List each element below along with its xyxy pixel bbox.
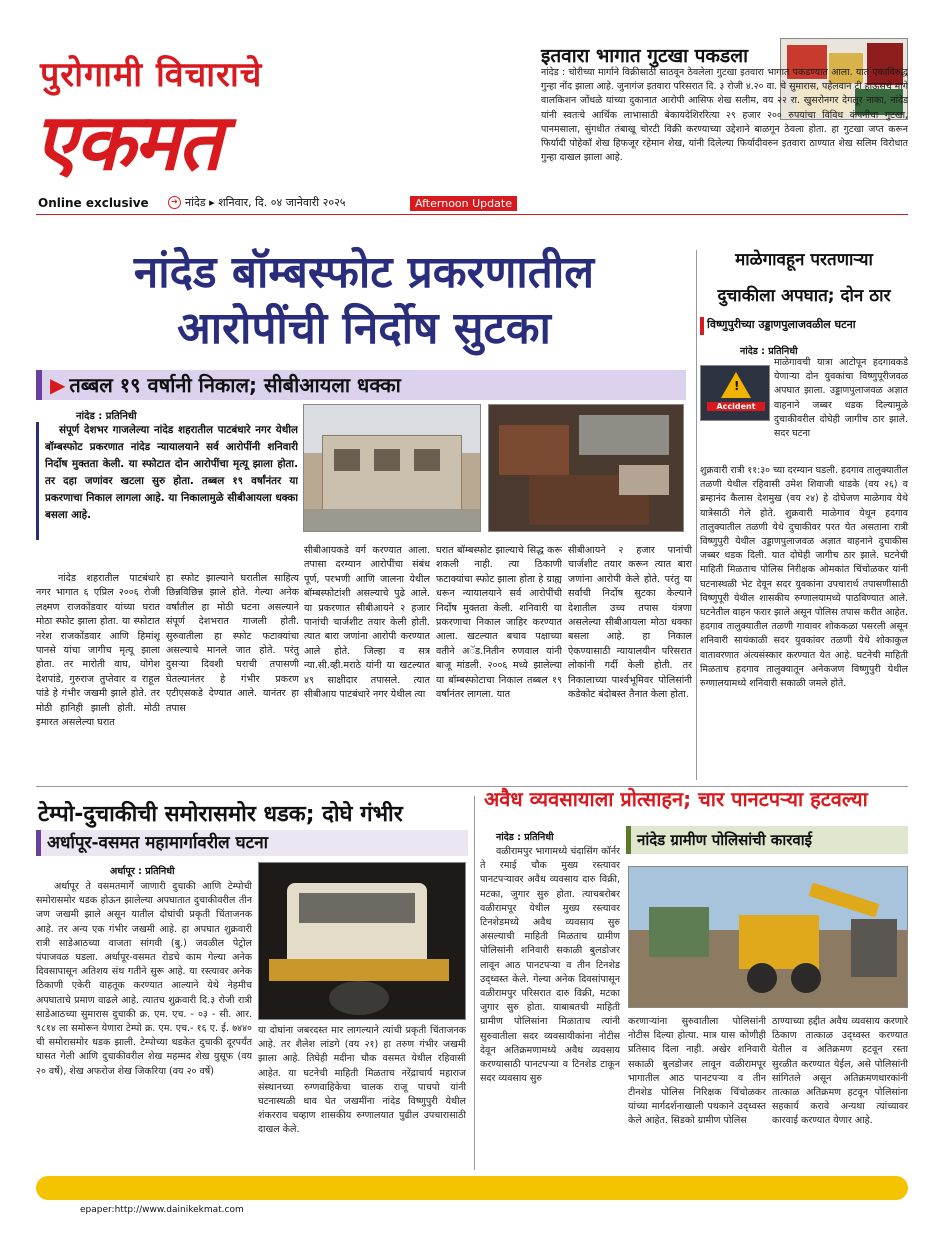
tempo-col-1: अर्धापूर ते वसमतमार्गे जाणारी दुचाकी आणि टेम्पोची समोरासमोर धडक होऊन झालेल्या अपघातात दुचाकीवरील तीन जण जखमी झाले असून यातील दोघांची प्रकृती चिंताजनक आहे. तर अन्य एक गंभीर जखमी आहे. हा अपघात शुक्रवारी रात्री साडेआठच्या वाजता सांगवी (बु.) जवळील पेट्रोल पंपाजवळ घडला. अर्धापूर-वसमत रोडचे काम गेल्या अनेक दिवसापासून अतिशय संथ गतीने सुरू आहे. या रस्त्यावर अनेक ठिकाणी एकेरी वाहतूक करण्यात आल्याने येथे नेहमीच अपघाताचे प्रमाण वाढले आहे. त्यातच शुक्रवारी दि.३ रोजी रात्री साडेआठच्या सुमारास दुचाकी क्र. एम. एच. - ०३ - सी. आर. ९८१४ ला समोरून येणारा टेम्पो क्र. एम. एच.- १६ ए. ई. ७४४० ची समोरासमोर धडक झाली. टेम्पोच्या धडकेत दुचाकी दूरपर्यंत घासत गेली आणि दुचाकीवरील शेख महम्मद शेख युसूफ (वय २० वर्षे), शेख अफरोज शेख जिकरिया (वय २० वर्षे)	[36, 881, 252, 1077]
malegaon-subheadline: विष्णुपुरीच्या उड्डाणपुलाजवळील घटना	[707, 318, 856, 331]
illegal-col-3: ठाण्याच्या हद्दीत अवैध व्यवसाय करणारे ठिकाण तात्काळ उद्ध्वस्त करण्यात येतील व अतिक्रमण हटवून रस्ता सुरळीत करण्यात येईल, असे पोलिसांनी सांगितले असून अतिक्रमणधारकांनी तात्काळ अतिक्रमण हटवून पोलिसांना सहकार्य करावे अन्यथा त्यांच्यावर कारवाई करण्यात येणार आहे.	[772, 1016, 908, 1127]
lead-col-2: हा स्फोट झाल्याने घरातील साहित्य छिन्नविछिन्न झाले होते. गेल्या अनेक वर्षांतील हा मोठी घटना असल्याने संपूर्ण देशभरात गाजली होती. सुरुवातीला हा स्फोट फटाक्यांचा असल्याचे मानले जात होते. परंतु दुसऱ्या दिवशी घराची तपासणी घेतल्यानंतर हे गंभीर प्रकरण एटीएसकडे देण्यात आले. यानंतर हा तपास	[166, 573, 299, 714]
illegal-byline: नांदेड : प्रतिनिधी	[496, 832, 554, 843]
arrow-right-icon: ▶	[50, 373, 66, 397]
footer-epaper: epaper:http://www.dainikekmat.com	[80, 1205, 244, 1215]
lead-byline: नांदेड : प्रतिनिधी	[76, 411, 137, 422]
accident-sign-label: Accident	[707, 402, 765, 411]
online-exclusive-label: Online exclusive	[38, 196, 149, 210]
accident-sign-photo: ! Accident	[700, 365, 770, 421]
lead-intro: संपूर्ण देशभर गाजलेल्या नांदेड शहरातील पाटबंधारे नगर येथील बॉम्बस्फोट प्रकरणात नांदेड न्यायालयाने सर्व आरोपींनी शनिवारी निर्दोष मुक्तता केली. या स्फोटात दोन आरोपींचा मृत्यू झाला होता. तर दहा जणांवर खटला सुरु होता. तब्बल १९ वर्षांनंतर या प्रकरणाचा निकाल लागला आहे. या निकालामुळे सीबीआयला धक्का बसला आहे.	[45, 424, 298, 521]
illegal-col-1: वळीरामपुर भागामध्ये चंदासिंग कॉर्नर ते रमाई चौक मुख्य रस्त्यावर पानटपऱ्यावर अवैध व्यवसाय दारु विक्री, मटका, जुगार सुरु होता. त्याचबरोबर वळीरामपूर येथील मुख्य रस्त्यावर टिनशेडमध्ये अवैध व्यवसाय सुरु असल्याची माहिती मिळताच ग्रामीण पोलिसांनी शनिवारी सकाळी बुलडोजर लावून आठ पानटपऱ्या व तीन टिनशेड उद्ध्वस्त केले. गेल्या अनेक दिवसांपासून वळीरामपुर परिसरात दारु विक्री, मटका जुगार सुरु होता. याबाबतची माहिती ग्रामीण पोलिसांना मिळाताच त्यांनी सुरुवातीला सदर व्यवसायीकांना नोटीस देवून अतिक्रमणामध्ये अवैध व्यवसाय करण्यासाठी पानटपऱ्या व टिनशेड टाकून सदर व्यवसाय सुरु	[480, 846, 620, 1085]
column-divider	[696, 250, 697, 780]
lead-intro-box	[36, 422, 298, 540]
bulldozer-photo	[628, 866, 908, 1008]
illegal-col-2: करणाऱ्यांना सुरुवातीला पोलिसांनी नोटीस दिल्या होत्या. मात्र यास कोणीही प्रतिसाद दिला नाही. अखेर शनिवारी सकाळी बुलडोजर लावून वळीरामपूर भागातील आठ पानटपऱ्या व तीन टीनशेड पोलिस निरिक्षक चिंचोळकर यांच्या मार्गदर्शनाखाली पथकाने उद्ध्वस्त केले आहेत. सिडको ग्रामीण पोलिस	[628, 1016, 766, 1127]
lead-col-1: नांदेड शहरातील पाटबंधारे नगर भागात ६ एप्रिल २००६ रोजी लक्ष्मण राजकोंडवार यांच्या घरात मोठा स्फोट झाला होता. या स्फोटात नरेश राजकोंडवार आणि हिमांशू पानसे यांचा जागीच मृत्यू झाला होता. तर मारोती वाघ, योगेश देशपांडे, गुरुराज तुप्तेवार व राहूल पांडे हे गंभीर जखमी झाले होते. तर मोठी हानिही झाली होती. मोठी इमारत असलेल्या घरात	[36, 573, 160, 729]
gutkha-body: नांदेड : चोरीच्या मार्गाने विक्रीसाठी साठवून ठेवलेला गुटखा इतवारा भागात पकडण्यात आला. यात एकाविरुद्ध गुन्हा नोंद झाला आहे. जुनागंज इतवारा परिसरात दि. ३ रोजी ४.२० वा. चे सुमारास, पहेलवान टी हाऊसचे मागे वालकिशन जोंधळे यांच्या दुकानात आरोपी आसिफ शेख सलीम, वय २२ रा. खुसरोनगर देगलूर नाका, नांदेड यांनी स्वतःचे आर्थिक लाभासाठी बेकायदेशिररित्या २९ हजार २०० रुपयांचा विविध कंपनीचा गुटखा, पानमसाला, सुंगधीत तंबाखू चोरटी विक्री करण्याच्या उद्देशाने बाळगून ठेवला होता. हा गुटखा जप्त करून फिर्यादी पोहेकॉ शेख हिफजूर रहेमान शेख, यांनी दिलेल्या फिर्यादीवरुन इतवारा ठाण्यात शेख सलिम विरोधात गुन्हा दाखल झाला आहे.	[541, 67, 908, 164]
gutkha-headline: इतवारा भागात गुटखा पकडला	[541, 45, 748, 67]
lead-headline-line1: नांदेड बॉम्बस्फोट प्रकरणातील	[133, 247, 595, 298]
tempo-photo	[258, 862, 466, 1020]
tempo-subheadline: अर्धापूर-वसमत महामार्गावरील घटना	[47, 833, 269, 853]
lead-col-5: सीबीआयने २ हजार पानांची चार्जशीट तयार करून त्यात बारा जणांना आरोपी केले होते. परंतु या सर्वांची निर्दोष सुटका केल्याने देशातील उच्च तपास यंत्रणा असलेल्या सीबीआयला मोठा धक्का बसला आहे. हा निकाल ऐकण्यासाठी न्यायालयीन परिसरात लोकांनी गर्दी केली होती. तर निकालाच्या पार्श्वभूमिवर पोलिसांनी कडेकोट बंदोबस्त तैनात केला होता.	[568, 545, 692, 701]
dateline-text: नांदेड ▸ शनिवार, दि. ०४ जानेवारी २०२५	[185, 196, 346, 209]
lead-photo-debris	[488, 404, 684, 532]
tempo-subheadline-bar	[36, 830, 468, 856]
lead-headline-line2: आरोपींची निर्दोष सुटका	[177, 303, 551, 354]
dateline	[168, 195, 346, 210]
lead-subheadline-bar	[36, 370, 686, 400]
masthead-tagline: पुरोगामी विचाराचे	[40, 55, 263, 95]
masthead-rule	[36, 214, 908, 215]
illegal-headline: अवैध व्यवसायाला प्रोत्साहन; चार पानटपऱ्या हटवल्या	[484, 787, 868, 811]
illegal-subheadline: नांदेड ग्रामीण पोलिसांची कारवाई	[637, 831, 812, 849]
tempo-byline: अर्धापूर : प्रतिनिधी	[110, 866, 175, 877]
malegaon-intro: माळेगावची यात्रा आटोपून हदगावकडे येणाऱ्या दोन युवकांचा विष्णुपूरीजवळ अपघात झाला. उड्डाणपुलाजवळ अज्ञात वाहनाने जब्बर धडक दिल्यामुळे दुचाकीवरील दोघेही जागीच ठार झाले. सदर घटना	[774, 357, 908, 440]
illegal-subheadline-bar	[626, 826, 908, 854]
lead-subheadline: तब्बल १९ वर्षानी निकाल; सीबीआयला धक्का	[69, 373, 401, 397]
malegaon-body: शुक्रवारी रात्री ११:३० च्या दरम्यान घडली. हदगाव तालुक्यातील तळणी येथील रहिवासी उमेश शिवाजी थाडके (वय २६) व ब्रम्हानंद कैलास देशमुख (वय २४) हे दोघेजण माळेगाव येथे यात्रेसाठी गेले होते. शुक्रवारी माळेगाव येथून हदगाव तालुक्यातील तळणी येथे दुचाकीवर परत येत असताना रात्री विष्णुपुरी येथील उड्डाणपुलाजवळ अज्ञात वाहनाने दुचाकीस जब्बर धडक दिली. यात दोघेही जागीच ठार झाले. घटनेची माहिती मिळताच पोलिस निरीक्षक ओमकांत चिंचोळकर यांनी घटनास्थळी भेट देवून सदर युवकांना उपचारार्थ तपासणीसाठी विष्णुपूरी येथील शासकीय रुग्णालयामध्ये पाठविण्यात आले. घटनेतील वाहन फरार झाले असून पोलिस तपास करीत आहेत. हदगाव तालुक्यातील तळणी गावावर शोककळा पसरली असून शनिवारी सायंकाळी सदर युवकांवर तळणी येथे शोकाकुल वातावरणात अंत्यसंस्कार करण्यात येत आहे. घटनेची माहिती मिळताच हदगाव तालुक्यातून अनेकजण विष्णुपुरी येथील रुग्णालयामध्ये शनिवारी सकाळी जमले होते.	[700, 465, 908, 690]
tempo-headline: टेम्पो-दुचाकीची समोरासमोर धडक; दोघे गंभीर	[38, 802, 403, 827]
malegaon-byline: नांदेड : प्रतिनिधी	[740, 346, 798, 357]
footer-band	[36, 1176, 908, 1200]
malegaon-headline-line1: माळेगावहून परतणाऱ्या	[735, 250, 873, 270]
tempo-col-2: या दोघांना जबरदस्त मार लागल्याने त्यांची प्रकृती चिंताजनक आहे. तर शैलेश लांडगे (वय २१) हा तरुण गंभीर जखमी झाला आहे. तिघेही मदीना चौक वसमत येथील रहिवासी आहेत. या घटनेची माहिती मिळताच नरेंद्राचार्य महाराज संस्थानच्या रुग्णवाहिकेचा चालक राजू पाचपो यांनी घटनास्थळी धाव घेत जखमींना नांदेड विष्णुपुरी येथील शंकरराव चव्हाण शासकीय रुग्णालयात पुढील उपचारासाठी दाखल केले.	[258, 1025, 466, 1136]
edition-badge: Afternoon Update	[410, 196, 517, 211]
masthead-name: एकमत	[34, 97, 221, 188]
malegaon-subheadline-bar	[700, 317, 908, 335]
malegaon-headline-line2: दुचाकीला अपघात; दोन ठार	[717, 286, 891, 306]
column-divider	[474, 796, 475, 1170]
arrow-circle-icon: ➔	[168, 196, 181, 209]
lead-col-3: सीबीआयकडे वर्ग करण्यात आला. तपासा दरम्यान आरोपींचा संबंध पूर्ण, परभणी आणि जालना येथील बॉम्बस्फोटांशी असल्याचे पुढे आले. या प्रकरणात सीबीआयने २ हजार पानांची चार्जशीट तयार केली होती. त्यात बारा जणांना आरोपी करण्यात आले होते. जिल्हा व सत्र न्या.सी.व्ही.मराठे यांनी या खटल्यात ४९ साक्षीदार तपासले. त्यात सीबीआय पाटबंधारे नगर येथील त्या	[304, 545, 430, 701]
lead-col-4: घरात बॉम्बस्फोट झाल्याचे सिद्ध करू शकली नाही. त्या ठिकाणी फटाक्यांचा स्फोट झाला होता हे ग्राह्य धरून न्यायालयाने सर्व आरोपींची निर्दोष मुक्तता केली. शनिवारी या प्रकरणाचा निकाल जाहिर करण्यात आला. खटल्यात बचाव पक्षाच्या वतीने अॅड.नितीन रुणवाल यांनी बाजू मांडली. २००६ मध्ये झालेल्या या बॉम्बस्फोटाचा निकाल तब्बल १९ वर्षांनंतर लागला. यात	[436, 545, 562, 701]
lead-photo-house	[303, 404, 481, 532]
